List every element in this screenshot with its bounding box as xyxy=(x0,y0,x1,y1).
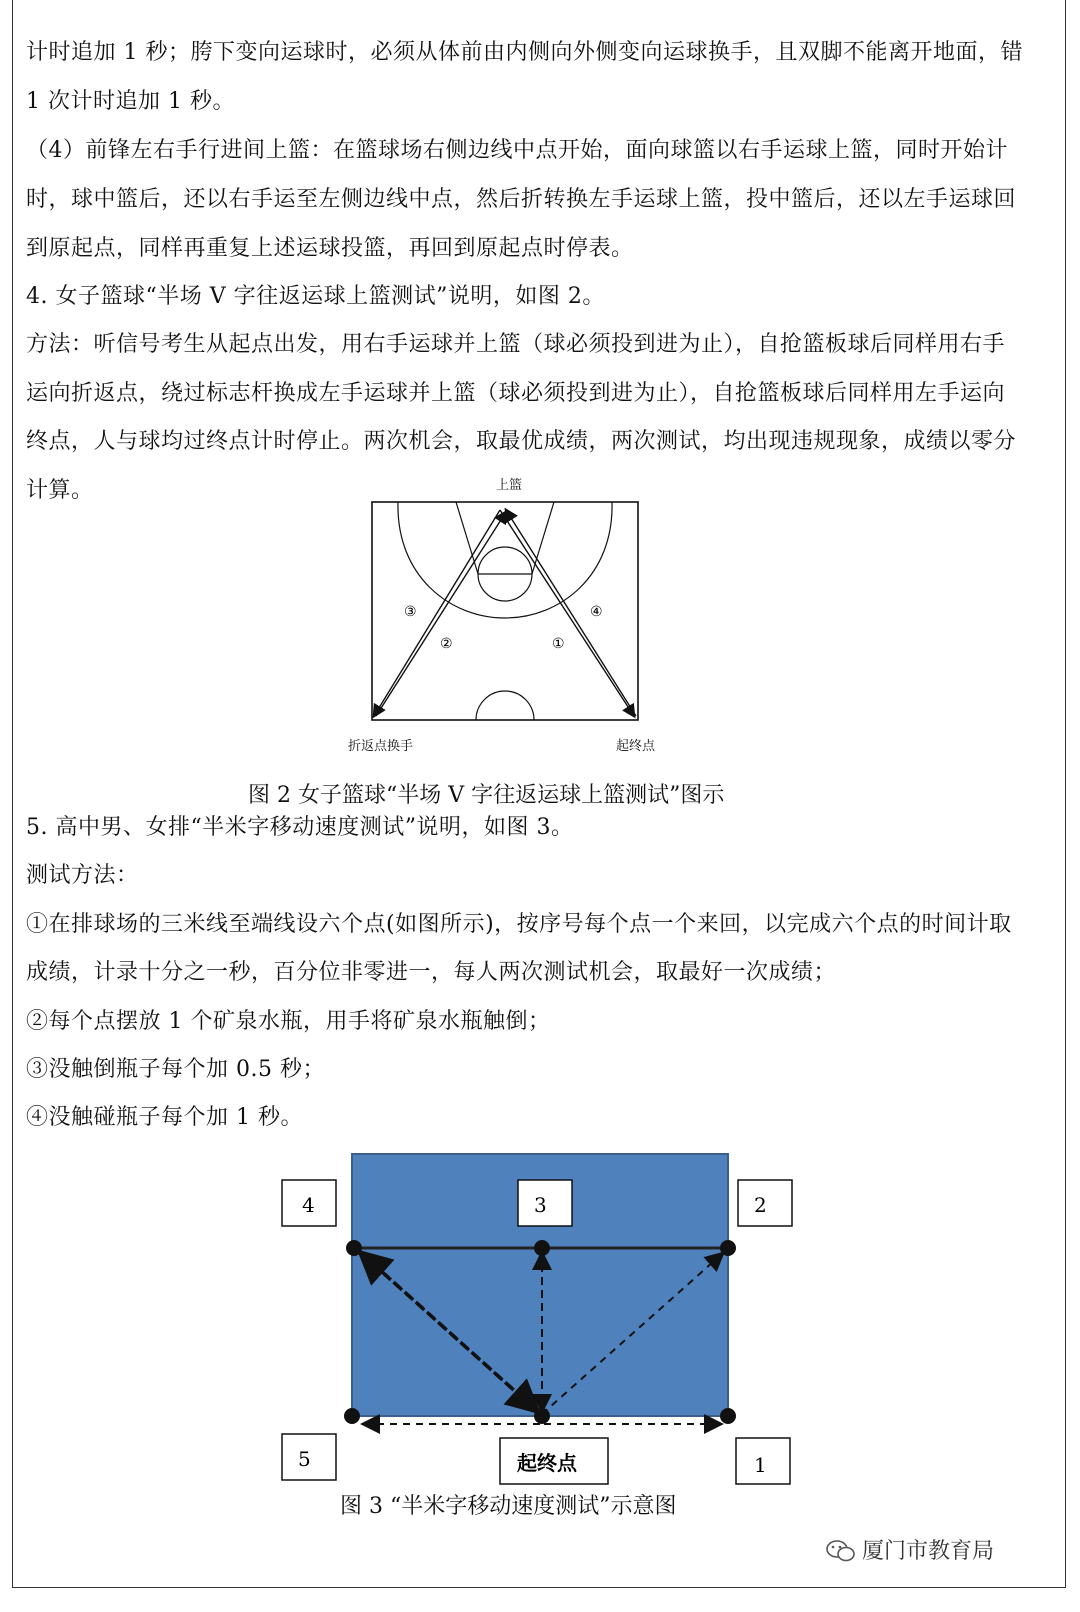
text-line: ①在排球场的三米线至端线设六个点(如图所示)，按序号每个点一个来回，以完成六个点的时间计取 xyxy=(26,912,1012,937)
center-circle xyxy=(476,691,534,720)
marker-2: ② xyxy=(440,636,453,652)
label-4: 4 xyxy=(302,1193,315,1217)
figure2-right-label: 起终点 xyxy=(616,739,656,754)
point-4-dot xyxy=(346,1240,362,1256)
text-line: 测试方法： xyxy=(26,863,139,888)
text-line: 终点，人与球均过终点计时停止。两次机会，取最优成绩，两次测试，均出现违规现象，成绩以零分 xyxy=(26,429,1017,454)
text-line: 时，球中篮后，还以右手运至左侧边线中点，然后折转换左手运球上篮，投中篮后，还以左手运球回 xyxy=(26,187,1017,212)
text-line: 到原起点，同样再重复上述运球投篮，再回到原起点时停表。 xyxy=(26,236,634,261)
text-line: ③没触倒瓶子每个加 0.5 秒； xyxy=(26,1057,325,1082)
route-arrow-4 xyxy=(500,510,634,716)
text-line: ②每个点摆放 1 个矿泉水瓶，用手将矿泉水瓶触倒； xyxy=(26,1009,551,1034)
text-line: （4）前锋左右手行进间上篮：在篮球场右侧边线中点开始，面向球篮以右手运球上篮，同时开始计 xyxy=(26,138,1009,163)
text-line: 运向折返点，绕过标志杆换成左手运球并上篮（球必须投到进为止），自抢篮板球后同样用左手运向 xyxy=(26,381,1006,406)
text-line: 成绩，计录十分之一秒，百分位非零进一，每人两次测试机会，取最好一次成绩； xyxy=(26,960,837,985)
section-heading: 4. 女子篮球“半场 V 字往返运球上篮测试”说明，如图 2。 xyxy=(26,284,605,309)
text-line: 计算。 xyxy=(26,478,94,503)
marker-4: ④ xyxy=(590,604,603,620)
point-1-dot xyxy=(720,1408,736,1424)
figure2-left-label: 折返点换手 xyxy=(348,739,414,754)
start-point-dot xyxy=(534,1408,550,1424)
label-5: 5 xyxy=(298,1447,311,1471)
wechat-icon xyxy=(826,1540,856,1562)
point-2-dot xyxy=(720,1240,736,1256)
marker-3: ③ xyxy=(404,604,417,620)
route-arrow-1 xyxy=(506,510,636,716)
route-arrow-2 xyxy=(376,512,506,716)
watermark-text: 厦门市教育局 xyxy=(862,1539,995,1564)
label-2: 2 xyxy=(754,1193,767,1217)
section-heading: 5. 高中男、女排“半米字移动速度测试”说明，如图 3。 xyxy=(26,815,574,840)
label-3: 3 xyxy=(534,1193,547,1217)
figure2-top-label: 上篮 xyxy=(496,478,523,493)
text-line: 1 次计时追加 1 秒。 xyxy=(26,89,235,114)
figure3-caption: 图 3 “半米字移动速度测试”示意图 xyxy=(340,1494,677,1519)
route-arrow-3 xyxy=(374,510,500,716)
figure2-court-diagram xyxy=(360,496,660,732)
point-5-dot xyxy=(344,1408,360,1424)
label-1: 1 xyxy=(754,1453,767,1477)
point-3-dot xyxy=(534,1240,550,1256)
text-line: 计时追加 1 秒；胯下变向运球时，必须从体前由内侧向外侧变向运球换手，且双脚不能离开地面，错 xyxy=(26,40,1023,65)
marker-1: ① xyxy=(552,636,565,652)
figure2-caption: 图 2 女子篮球“半场 V 字往返运球上篮测试”图示 xyxy=(248,783,725,808)
text-line: ④没触碰瓶子每个加 1 秒。 xyxy=(26,1105,303,1130)
watermark xyxy=(826,1534,994,1565)
figure3-court-diagram xyxy=(270,1148,810,1500)
text-line: 方法：听信号考生从起点出发，用右手运球并上篮（球必须投到进为止），自抢篮板球后同样用右手 xyxy=(26,332,1006,357)
start-label: 起终点 xyxy=(517,1451,577,1475)
